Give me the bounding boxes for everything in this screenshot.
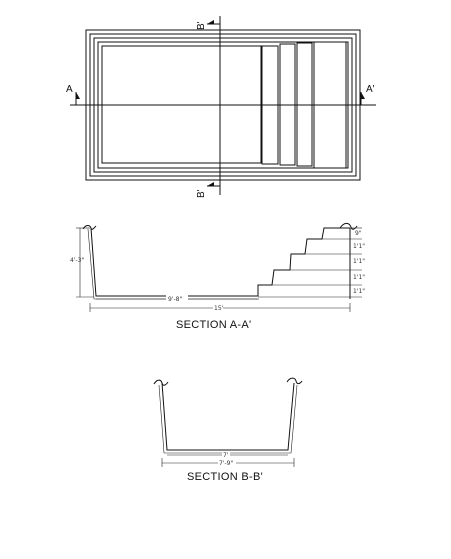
- dim-step-top-label: 9": [355, 230, 362, 237]
- section-a-left-coping: [83, 226, 96, 230]
- section-mark-a-left: A: [66, 84, 73, 95]
- section-mark-b-top: B': [196, 21, 207, 30]
- dim-step-1-label: 1'1": [353, 243, 366, 250]
- section-mark-a-right: A': [366, 84, 375, 95]
- arrow-left-icon: [207, 20, 214, 24]
- arrow-up-icon: [76, 92, 80, 99]
- dim-step-3-label: 1'1": [353, 274, 366, 281]
- section-b-left-coping: [154, 380, 168, 385]
- arrow-left-icon: [207, 182, 214, 186]
- dim-b-overall-label: 7'-9": [219, 460, 234, 467]
- section-b-pool-profile: [162, 383, 294, 450]
- section-a-view: [70, 223, 365, 331]
- section-a-title: SECTION A-A': [176, 319, 252, 331]
- section-a-shell-outer: [88, 229, 259, 299]
- arrow-up-icon: [361, 92, 365, 99]
- dim-step-2-label: 1'1": [353, 258, 366, 265]
- section-b-right-coping: [287, 378, 302, 384]
- section-b-view: [154, 378, 302, 483]
- section-a-pool-profile: [91, 228, 350, 296]
- dim-overall-label: 15': [214, 305, 224, 312]
- dim-floor-label: 9'-8": [168, 296, 183, 303]
- dim-b-floor-label: 7': [223, 452, 229, 459]
- section-mark-b-bottom: B': [196, 189, 207, 198]
- section-b-shell-outer: [159, 385, 297, 453]
- plan-view: [66, 16, 376, 198]
- dim-depth-label: 4'-3": [70, 257, 85, 264]
- dim-step-4-label: 1'1": [353, 288, 366, 295]
- section-b-title: SECTION B-B': [187, 471, 263, 483]
